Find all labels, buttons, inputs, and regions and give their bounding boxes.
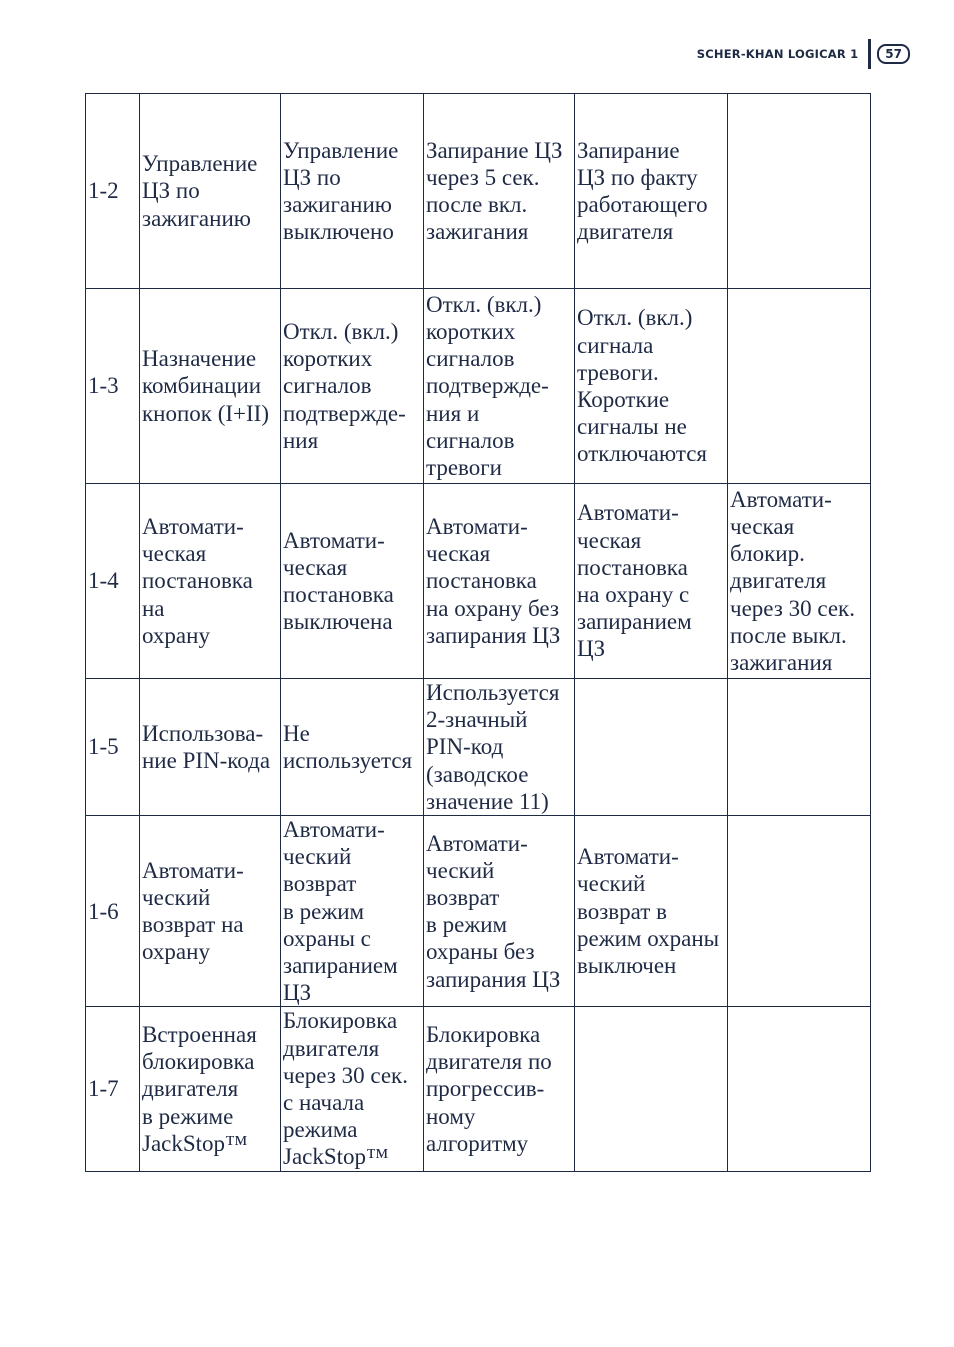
option-cell-4 [728, 679, 871, 816]
option-cell-1: Не используется [281, 679, 424, 816]
function-cell: Встроенная блокировка двигателя в режиме JackStop™ [140, 1007, 281, 1171]
page-number: 57 [877, 44, 910, 64]
option-cell-2: Автомати- ческий возврат в режим охраны без запирания ЦЗ [424, 816, 575, 1007]
option-cell-2: Блокировка двигателя по прогрессив- ному алгоритму [424, 1007, 575, 1171]
table-row [86, 816, 871, 1007]
table-row [86, 484, 871, 679]
option-cell-3 [575, 1007, 728, 1171]
option-cell-1: Управление ЦЗ по зажиганию выключено [281, 94, 424, 289]
row-number: 1-6 [86, 816, 140, 1007]
option-cell-3: Запирание ЦЗ по факту работающего двигателя [575, 94, 728, 289]
option-cell-3: Откл. (вкл.) сигнала тревоги. Короткие сигналы не отключаются [575, 289, 728, 484]
row-number: 1-4 [86, 484, 140, 679]
option-cell-2: Автомати- ческая постановка на охрану без запирания ЦЗ [424, 484, 575, 679]
option-cell-1: Откл. (вкл.) коротких сигналов подтвержде- ния [281, 289, 424, 484]
header-divider [868, 39, 871, 69]
option-cell-3: Автомати- ческая постановка на охрану с запиранием ЦЗ [575, 484, 728, 679]
option-cell-4 [728, 816, 871, 1007]
function-cell: Управление ЦЗ по зажиганию [140, 94, 281, 289]
option-cell-1: Автомати- ческая постановка выключена [281, 484, 424, 679]
option-cell-4 [728, 94, 871, 289]
option-cell-2: Используется 2-значный PIN-код (заводское значение 11) [424, 679, 575, 816]
row-number: 1-3 [86, 289, 140, 484]
page-header [697, 38, 910, 70]
brand-title: SCHER-KHAN LOGICAR 1 [696, 47, 859, 61]
function-cell: Автомати- ческая постановка на охрану [140, 484, 281, 679]
option-cell-3: Автомати- ческий возврат в режим охраны выключен [575, 816, 728, 1007]
option-cell-2: Запирание ЦЗ через 5 сек. после вкл. зажигания [424, 94, 575, 289]
settings-table [85, 93, 871, 1172]
option-cell-4 [728, 289, 871, 484]
option-cell-3 [575, 679, 728, 816]
option-cell-2: Откл. (вкл.) коротких сигналов подтвержде- ния и сигналов тревоги [424, 289, 575, 484]
row-number: 1-7 [86, 1007, 140, 1171]
option-cell-1: Блокировка двигателя через 30 сек. с начала режима JackStop™ [281, 1007, 424, 1171]
option-cell-4: Автомати- ческая блокир. двигателя через 30 сек. после выкл. зажигания [728, 484, 871, 679]
option-cell-4 [728, 1007, 871, 1171]
table-row [86, 1007, 871, 1171]
table-row [86, 679, 871, 816]
row-number: 1-2 [86, 94, 140, 289]
function-cell: Автомати- ческий возврат на охрану [140, 816, 281, 1007]
option-cell-1: Автомати- ческий возврат в режим охраны с запиранием ЦЗ [281, 816, 424, 1007]
table-row [86, 94, 871, 289]
table-row [86, 289, 871, 484]
function-cell: Назначение комбинации кнопок (I+II) [140, 289, 281, 484]
function-cell: Использова- ние PIN-кода [140, 679, 281, 816]
row-number: 1-5 [86, 679, 140, 816]
